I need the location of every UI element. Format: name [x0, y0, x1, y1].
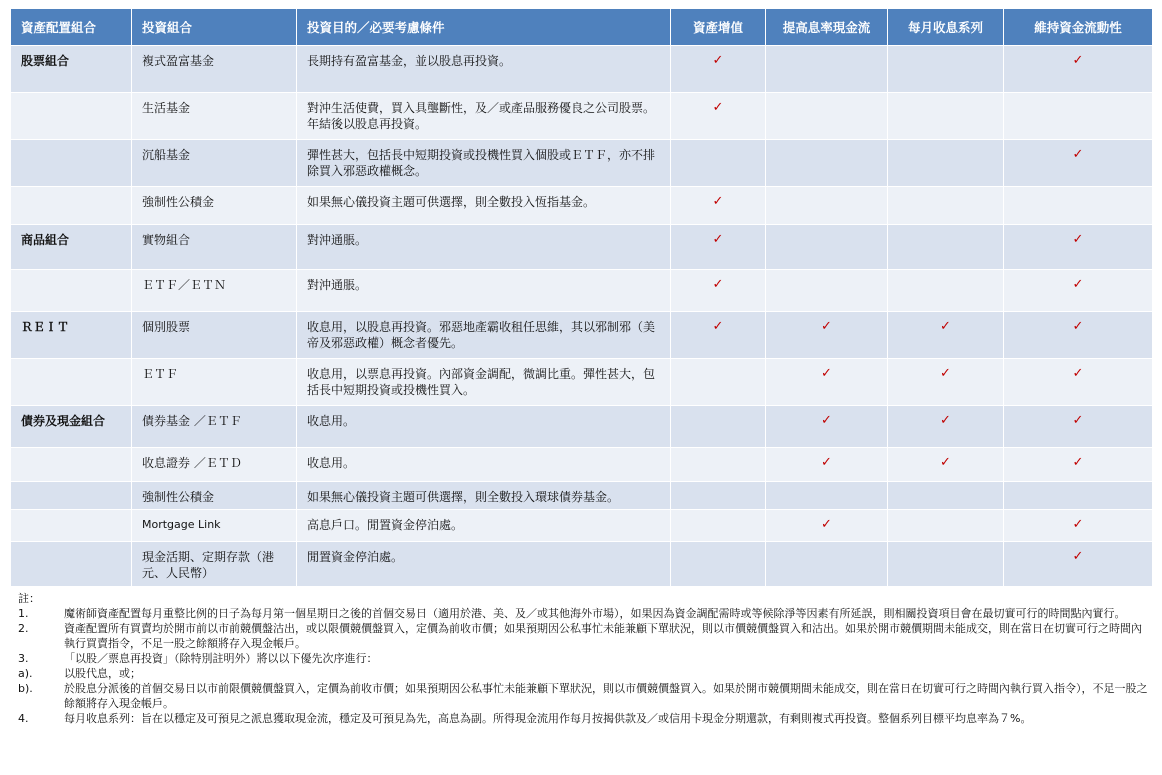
purpose-cell: 如果無心儀投資主題可供選擇，則全數投入恆指基金。	[297, 187, 671, 225]
check-mark-icon: ✓	[1072, 319, 1084, 334]
note-number: 3.	[18, 652, 29, 665]
check-cell-higher-yield	[766, 510, 888, 542]
asset-group-cell	[11, 510, 132, 542]
check-mark-icon: ✓	[821, 319, 832, 334]
check-cell-monthly-income	[888, 93, 1004, 140]
check-cell-higher-yield	[766, 482, 888, 510]
check-mark-icon: ✓	[1072, 413, 1084, 428]
check-mark-icon: ✓	[1072, 147, 1084, 162]
note-text: 於股息分派後的首個交易日以市前限價競價盤買入，定價為前收市價；如果預期因公私事忙未能兼顧下單狀況，則以市價競價盤買入。如果於開市競價期間未能成交，則在當日在切實可行之時間內執行買入指令），不足一股之餘額將存入現金帳戶。	[64, 682, 1148, 710]
check-cell-liquidity	[1004, 448, 1153, 482]
purpose-cell: 收息用。	[297, 406, 671, 448]
check-mark-icon: ✓	[712, 53, 724, 68]
check-cell-higher-yield	[766, 270, 888, 312]
note-text: 以股代息，或；	[64, 667, 141, 680]
check-cell-monthly-income	[888, 406, 1004, 448]
asset-allocation-table	[10, 8, 1153, 587]
check-cell-capital-growth	[671, 406, 766, 448]
purpose-cell: 收息用，以股息再投資。邪惡地產霸收租任思維，其以邪制邪（美帝及邪惡政權）概念者優先。	[297, 312, 671, 359]
check-cell-capital-growth	[671, 93, 766, 140]
note-number: b).	[18, 682, 33, 695]
check-cell-higher-yield	[766, 140, 888, 187]
check-cell-capital-growth	[671, 359, 766, 406]
check-mark-icon: ✓	[1072, 53, 1084, 68]
check-mark-icon: ✓	[940, 413, 951, 428]
purpose-cell: 如果無心儀投資主題可供選擇，則全數投入環球債券基金。	[297, 482, 671, 510]
portfolio-cell: 沉船基金	[132, 140, 297, 187]
check-cell-monthly-income	[888, 46, 1004, 93]
table-row	[11, 406, 1153, 448]
check-cell-capital-growth	[671, 225, 766, 270]
check-mark-icon: ✓	[712, 319, 724, 334]
check-cell-monthly-income	[888, 187, 1004, 225]
asset-group-cell	[11, 270, 132, 312]
check-cell-higher-yield	[766, 359, 888, 406]
asset-group-cell: ＲＥＩＴ	[11, 312, 132, 359]
check-cell-liquidity	[1004, 270, 1153, 312]
purpose-cell: 長期持有盈富基金，並以股息再投資。	[297, 46, 671, 93]
check-cell-monthly-income	[888, 270, 1004, 312]
note-number: 4.	[18, 712, 29, 725]
check-cell-liquidity	[1004, 225, 1153, 270]
asset-group-cell	[11, 448, 132, 482]
check-mark-icon: ✓	[821, 413, 832, 428]
check-mark-icon: ✓	[940, 455, 951, 470]
note-number: 2.	[18, 622, 29, 635]
portfolio-cell: 實物組合	[132, 225, 297, 270]
check-mark-icon: ✓	[821, 517, 832, 532]
table-row	[11, 482, 1153, 510]
check-cell-higher-yield	[766, 93, 888, 140]
asset-group-cell: 商品組合	[11, 225, 132, 270]
table-row	[11, 93, 1153, 140]
check-cell-liquidity	[1004, 93, 1153, 140]
header-row	[11, 9, 1153, 46]
note-item	[18, 606, 1148, 621]
check-cell-capital-growth	[671, 46, 766, 93]
check-cell-liquidity	[1004, 187, 1153, 225]
asset-group-cell	[11, 482, 132, 510]
check-mark-icon: ✓	[712, 232, 724, 247]
check-cell-higher-yield	[766, 225, 888, 270]
check-mark-icon: ✓	[821, 455, 832, 470]
note-item	[18, 666, 1148, 681]
check-mark-icon: ✓	[1072, 517, 1084, 532]
check-cell-higher-yield	[766, 46, 888, 93]
check-mark-icon: ✓	[940, 319, 951, 334]
check-cell-monthly-income	[888, 359, 1004, 406]
asset-group-cell: 股票組合	[11, 46, 132, 93]
check-mark-icon: ✓	[940, 366, 951, 381]
check-cell-capital-growth	[671, 187, 766, 225]
check-mark-icon: ✓	[1072, 232, 1084, 247]
table-row	[11, 359, 1153, 406]
note-item	[18, 711, 1148, 726]
purpose-cell: 對沖生活使費，買入具壟斷性，及／或產品服務優良之公司股票。年結後以股息再投資。	[297, 93, 671, 140]
asset-group-cell	[11, 93, 132, 140]
purpose-cell: 對沖通脹。	[297, 270, 671, 312]
table-row	[11, 140, 1153, 187]
notes-title: 註：	[18, 592, 40, 605]
portfolio-cell: 現金活期、定期存款（港元、人民幣）	[132, 542, 297, 587]
check-cell-monthly-income	[888, 312, 1004, 359]
check-cell-liquidity	[1004, 542, 1153, 587]
header-liquidity: 維持資金流動性	[1004, 9, 1153, 46]
table-row	[11, 187, 1153, 225]
note-item	[18, 621, 1148, 651]
asset-group-cell	[11, 187, 132, 225]
table-row	[11, 312, 1153, 359]
table-row	[11, 225, 1153, 270]
check-cell-monthly-income	[888, 448, 1004, 482]
note-item	[18, 681, 1148, 711]
table-row	[11, 510, 1153, 542]
portfolio-cell: 債券基金 ／ＥＴＦ	[132, 406, 297, 448]
check-cell-capital-growth	[671, 312, 766, 359]
check-cell-monthly-income	[888, 542, 1004, 587]
check-mark-icon: ✓	[712, 100, 724, 115]
portfolio-cell: 強制性公積金	[132, 187, 297, 225]
purpose-cell: 收息用。	[297, 448, 671, 482]
note-text: 「以股／票息再投資」（除特別註明外）將以以下優先次序進行：	[64, 652, 378, 665]
asset-group-cell	[11, 140, 132, 187]
header-portfolio: 投資組合	[132, 9, 297, 46]
header-purpose: 投資目的／必要考慮條件	[297, 9, 671, 46]
portfolio-cell: 複式盈富基金	[132, 46, 297, 93]
purpose-cell: 收息用，以票息再投資。內部資金調配，微調比重。彈性甚大，包括長中短期投資或投機性買入。	[297, 359, 671, 406]
asset-group-cell	[11, 542, 132, 587]
check-mark-icon: ✓	[1072, 549, 1084, 564]
check-cell-higher-yield	[766, 187, 888, 225]
check-mark-icon: ✓	[1072, 277, 1084, 292]
purpose-cell: 閒置資金停泊處。	[297, 542, 671, 587]
check-cell-liquidity	[1004, 510, 1153, 542]
check-cell-higher-yield	[766, 312, 888, 359]
footnotes	[18, 591, 1148, 726]
purpose-cell: 對沖通脹。	[297, 225, 671, 270]
table-row	[11, 270, 1153, 312]
asset-group-cell	[11, 359, 132, 406]
header-asset-group: 資產配置組合	[11, 9, 132, 46]
portfolio-cell: 生活基金	[132, 93, 297, 140]
check-mark-icon: ✓	[1072, 455, 1084, 470]
check-cell-capital-growth	[671, 270, 766, 312]
purpose-cell: 彈性甚大，包括長中短期投資或投機性買入個股或ＥＴＦ，亦不排除買入邪惡政權概念。	[297, 140, 671, 187]
check-mark-icon: ✓	[821, 366, 832, 381]
table-row	[11, 448, 1153, 482]
note-item	[18, 651, 1148, 666]
check-cell-capital-growth	[671, 510, 766, 542]
asset-group-cell: 債券及現金組合	[11, 406, 132, 448]
check-cell-liquidity	[1004, 359, 1153, 406]
portfolio-cell: 收息證券 ／ＥＴＤ	[132, 448, 297, 482]
table-row	[11, 46, 1153, 93]
note-number: a).	[18, 667, 33, 680]
check-mark-icon: ✓	[712, 277, 724, 292]
check-cell-monthly-income	[888, 482, 1004, 510]
portfolio-cell: ＥＴＦ	[132, 359, 297, 406]
check-cell-capital-growth	[671, 448, 766, 482]
check-cell-liquidity	[1004, 46, 1153, 93]
portfolio-cell: 強制性公積金	[132, 482, 297, 510]
portfolio-cell: 個別股票	[132, 312, 297, 359]
check-cell-monthly-income	[888, 140, 1004, 187]
portfolio-cell: Mortgage Link	[132, 510, 297, 542]
check-cell-higher-yield	[766, 406, 888, 448]
check-cell-liquidity	[1004, 406, 1153, 448]
check-cell-liquidity	[1004, 312, 1153, 359]
note-text: 每月收息系列：旨在以穩定及可預見之派息獲取現金流，穩定及可預見為先，高息為副。所得現金流用作每月按揭供款及／或信用卡現金分期還款，有剩則複式再投資。整個系列目標平均息率為７%。	[64, 712, 1032, 725]
check-cell-capital-growth	[671, 542, 766, 587]
check-mark-icon: ✓	[1072, 366, 1084, 381]
check-cell-monthly-income	[888, 225, 1004, 270]
table-row	[11, 542, 1153, 587]
note-text: 資產配置所有買賣均於開市前以市前競價盤沽出，或以限價競價盤買入，定價為前收市價；如果預期因公私事忙未能兼顧下單狀況，則以市價競價盤買入和沽出。如果於開市競價期間未能成交，則在當日在切實可行之時間內執行買賣指令，不足一股之餘額將存入現金帳戶。	[64, 622, 1142, 650]
check-cell-capital-growth	[671, 140, 766, 187]
check-cell-higher-yield	[766, 448, 888, 482]
header-monthly-income: 每月收息系列	[888, 9, 1004, 46]
check-mark-icon: ✓	[712, 194, 724, 209]
check-cell-liquidity	[1004, 482, 1153, 510]
check-cell-monthly-income	[888, 510, 1004, 542]
header-higher-yield: 提高息率現金流	[766, 9, 888, 46]
note-text: 魔術師資產配置每月重整比例的日子為每月第一個星期日之後的首個交易日（適用於港、美、及／或其他海外市場），如果因為資金調配需時或等候除淨等因素有所延誤，則相關投資項目會在最切實可行的時間點內實行。	[64, 607, 1126, 620]
check-cell-capital-growth	[671, 482, 766, 510]
purpose-cell: 高息戶口。閒置資金停泊處。	[297, 510, 671, 542]
portfolio-cell: ＥＴＦ／ＥＴＮ	[132, 270, 297, 312]
note-number: 1.	[18, 607, 29, 620]
check-cell-liquidity	[1004, 140, 1153, 187]
header-capital-growth: 資產增值	[671, 9, 766, 46]
check-cell-higher-yield	[766, 542, 888, 587]
